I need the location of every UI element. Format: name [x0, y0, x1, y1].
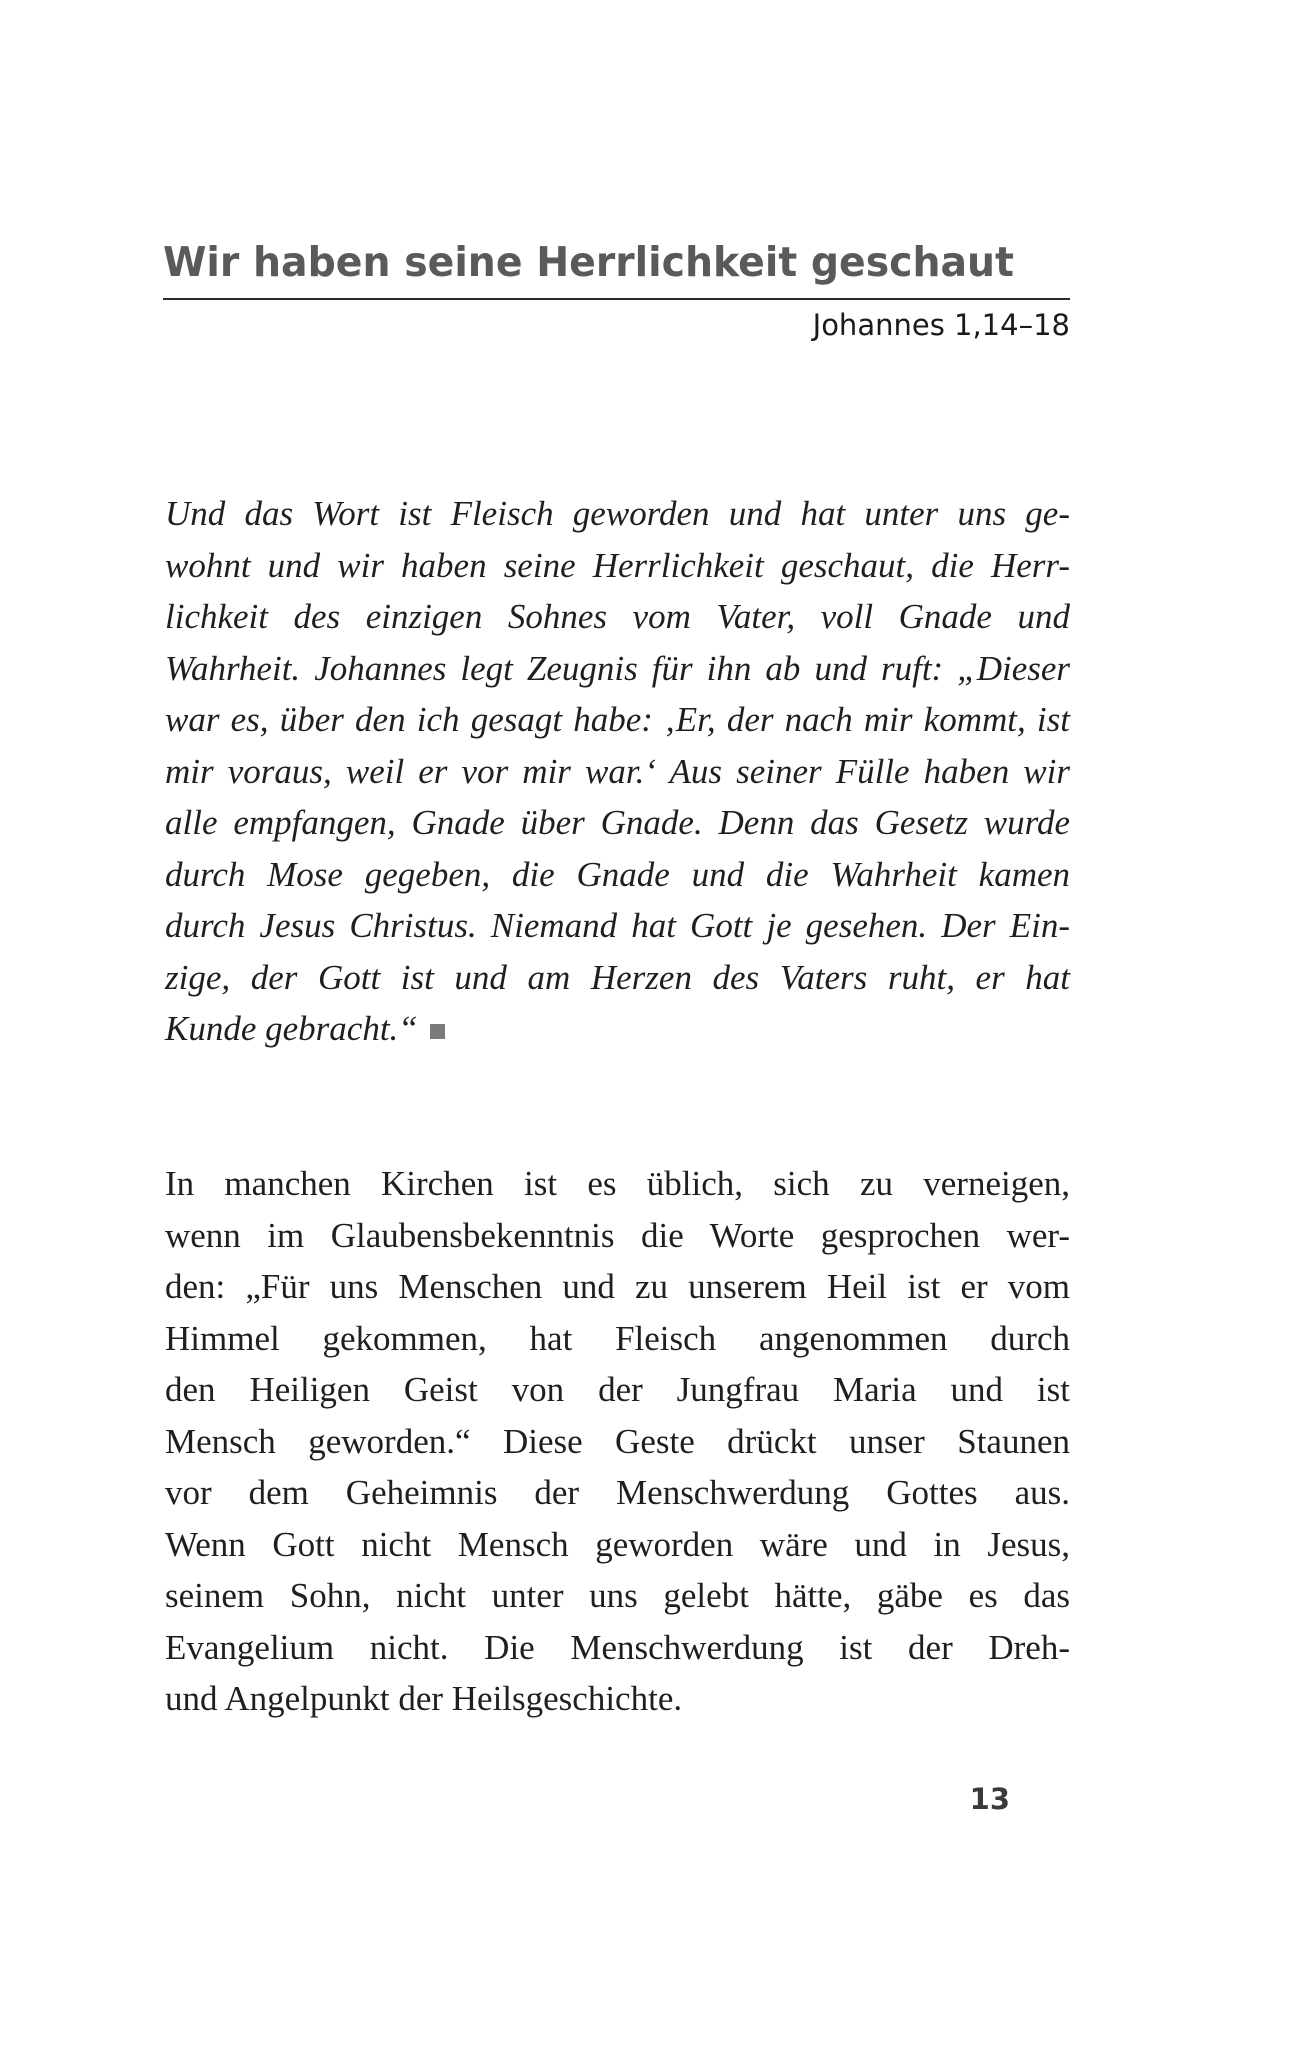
quote-last-line	[165, 1003, 1070, 1055]
end-square-icon	[430, 1024, 445, 1039]
body-line: In manchen Kirchen ist es üblich, sich zu verneigen,	[165, 1164, 1070, 1203]
chapter-title: Wir haben seine Herrlichkeit geschaut	[163, 238, 1014, 286]
quote-line: alle empfangen, Gnade über Gnade. Denn das Gesetz wurde	[165, 803, 1070, 842]
quote-line: durch Jesus Christus. Niemand hat Gott je gesehen. Der Ein-	[165, 906, 1070, 945]
body-line: und Angelpunkt der Heilsgeschichte.	[165, 1679, 683, 1718]
body-line: wenn im Glaubensbekenntnis die Worte gesprochen wer-	[165, 1215, 1070, 1255]
quote-line: lichkeit des einzigen Sohnes vom Vater, voll Gnade und	[165, 597, 1070, 636]
body-line: Himmel gekommen, hat Fleisch angenommen durch	[165, 1318, 1070, 1358]
quote-line: war es, über den ich gesagt habe: ‚Er, der nach mir kommt, ist	[165, 700, 1070, 739]
body-line: seinem Sohn, nicht unter uns gelebt hätte, gäbe es das	[165, 1576, 1070, 1615]
scripture-reference: Johannes 1,14–18	[812, 308, 1070, 342]
body-line: vor dem Geheimnis der Menschwerdung Gottes aus.	[165, 1473, 1070, 1512]
title-underline	[163, 298, 1070, 300]
quote-line: durch Mose gegeben, die Gnade und die Wahrheit kamen	[165, 854, 1070, 894]
body-line: Wenn Gott nicht Mensch geworden wäre und in Jesus,	[165, 1524, 1070, 1564]
body-line: den Heiligen Geist von der Jungfrau Maria und ist	[165, 1370, 1070, 1409]
body-paragraph	[165, 1158, 1070, 1725]
body-line: Mensch geworden.“ Diese Geste drückt unser Staunen	[165, 1421, 1070, 1461]
quote-line: Kunde gebracht.“	[165, 1009, 418, 1048]
quote-line: Und das Wort ist Fleisch geworden und hat unter uns ge-	[165, 494, 1070, 533]
quote-line: wohnt und wir haben seine Herrlichkeit geschaut, die Herr-	[165, 545, 1070, 585]
quote-line: mir voraus, weil er vor mir war.‘ Aus seiner Fülle haben wir	[165, 751, 1070, 791]
page-number: 13	[969, 1782, 1010, 1816]
body-line: Evangelium nicht. Die Menschwerdung ist der Dreh-	[165, 1627, 1070, 1667]
scripture-quote	[165, 488, 1070, 1055]
quote-line: zige, der Gott ist und am Herzen des Vaters ruht, er hat	[165, 957, 1070, 997]
quote-line: Wahrheit. Johannes legt Zeugnis für ihn ab und ruft: „Dieser	[165, 648, 1070, 688]
body-line: den: „Für uns Menschen und zu unserem Heil ist er vom	[165, 1267, 1070, 1306]
